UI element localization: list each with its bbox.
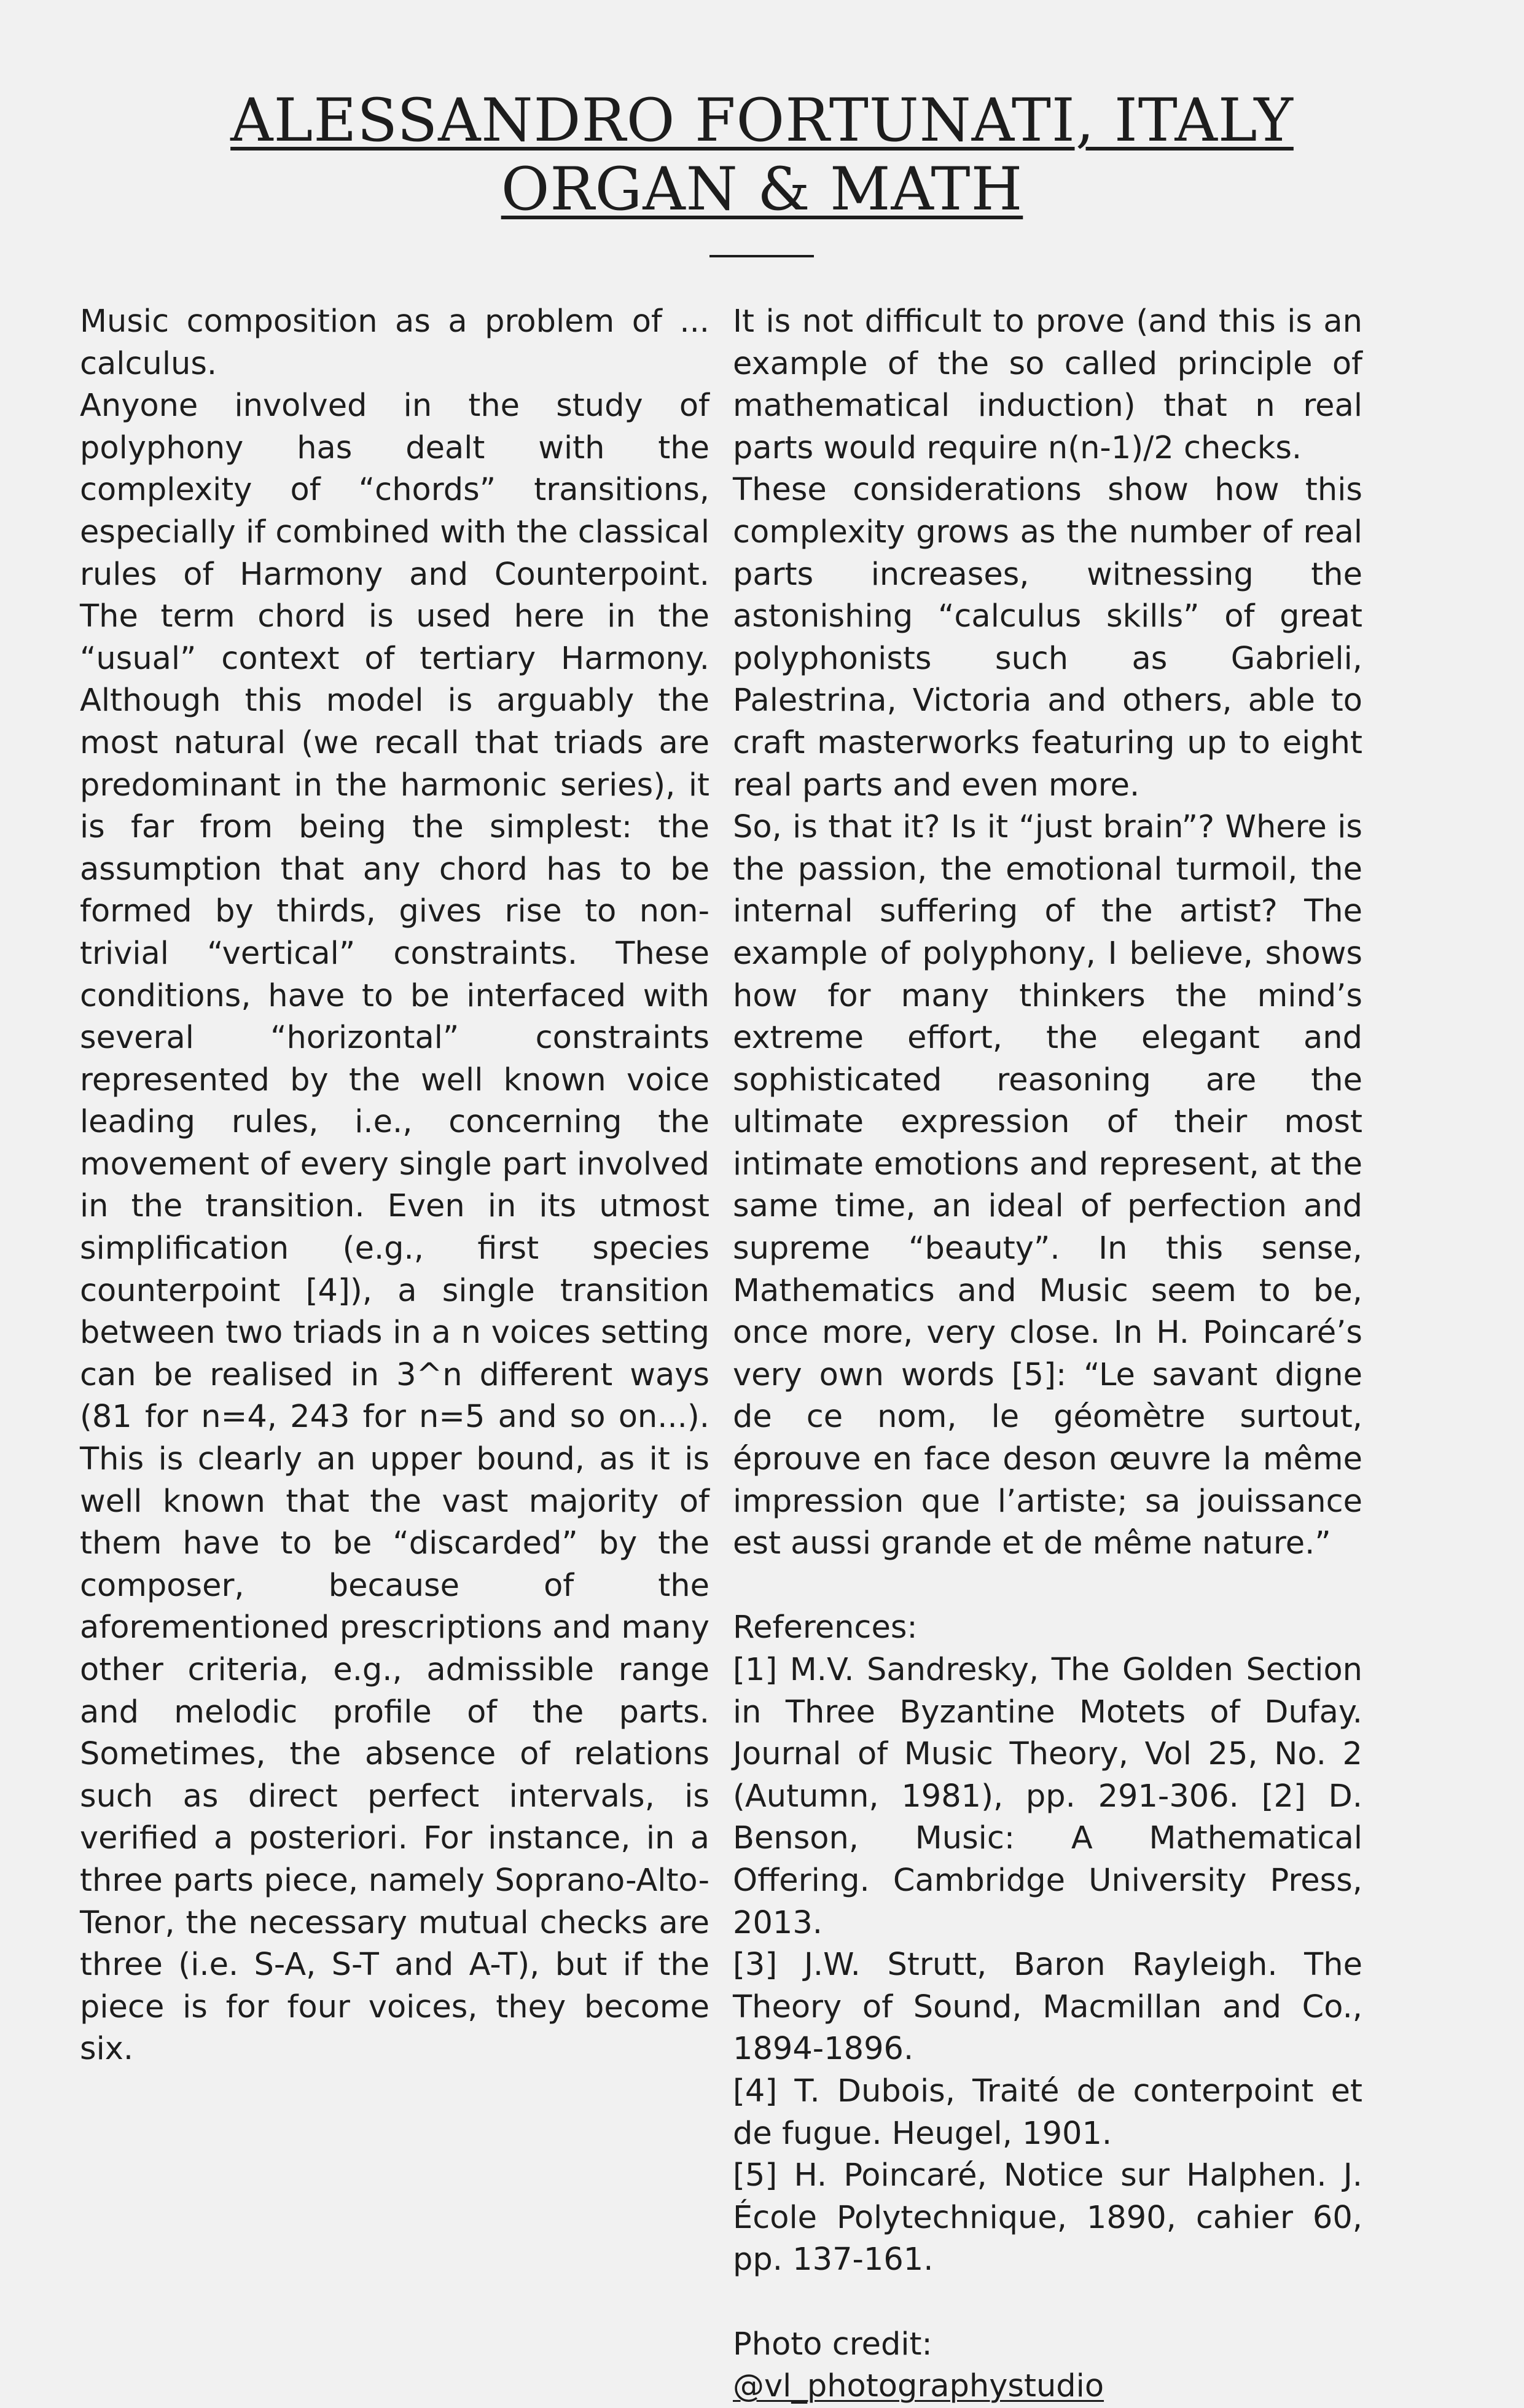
- title-line-1: [0, 86, 1524, 155]
- title-divider: [709, 255, 814, 257]
- left-column: [80, 301, 709, 2071]
- reference-item: [4] T. Dubois, Traité de conterpoint et de fugue. Heugel, 1901.: [733, 2073, 1362, 2152]
- right-paragraph-2: These considerations show how this complexity grows as the number of real parts increases, witnessing the astonishing “calculus skills” of great polyphonists such as Gabrieli, Palestrina, Victoria and others, able to craft masterworks featuring up to eight real parts and even more.: [733, 472, 1362, 803]
- reference-item: [3] J.W. Strutt, Baron Rayleigh. The Theory of Sound, Macmillan and Co., 1894-1896.: [733, 1947, 1362, 2068]
- reference-item: [5] H. Poincaré, Notice sur Halphen. J. École Polytechnique, 1890, cahier 60, pp. 137-161.: [733, 2157, 1362, 2278]
- left-paragraph-1: Music composition as a problem of ... calculus.: [80, 303, 709, 382]
- right-column: [733, 301, 1362, 2408]
- title-text-1: ALESSANDRO FORTUNATI, ITALY: [230, 86, 1294, 155]
- left-paragraph-2: Anyone involved in the study of polyphony has dealt with the complexity of “chords” transitions, especially if combined with the classical rules of Harmony and Counterpoint. The term chord is used here in the “usual” context of tertiary Harmony. Although this model is arguably the most natural (we recall that triads are predominant in the harmonic series), it is far from being the simplest: the assumption that any chord has to be formed by thirds, gives rise to non-trivial “vertical” constraints. These conditions, have to be interfaced with several “horizontal” constraints represented by the well known voice leading rules, i.e., concerning the movement of every single part involved in the transition. Even in its utmost simplification (e.g., first species counterpoint [4]), a single transition between two triads in a n voices setting can be realised in 3^n different ways (81 for n=4, 243 for n=5 and so on...). This is clearly an upper bound, as it is well known that the vast majority of them have to be “discarded” by the composer, because of the aforementioned prescriptions and many other criteria, e.g., admissible range and melodic profile of the parts. Sometimes, the absence of relations such as direct perfect intervals, is verified a posteriori. For instance, in a three parts piece, namely Soprano-Alto-Tenor, the necessary mutual checks are three (i.e. S-A, S-T and A-T), but if the piece is for four voices, they become six.: [80, 388, 709, 2068]
- title-line-2: [0, 155, 1524, 224]
- right-paragraph-1: It is not difficult to prove (and this is an example of the so called principle of mathematical induction) that n real parts would require n(n-1)/2 checks.: [733, 303, 1362, 466]
- photo-credit-link[interactable]: @vl_photographystudio: [733, 2368, 1104, 2405]
- spacer: [733, 2281, 1362, 2324]
- title-text-2: ORGAN & MATH: [501, 155, 1023, 224]
- page-title: [0, 86, 1524, 224]
- right-paragraph-3: So, is that it? Is it “just brain”? Where is the passion, the emotional turmoil, the internal suffering of the artist? The example of polyphony, I believe, shows how for many thinkers the mind’s extreme effort, the elegant and sophisticated reasoning are the ultimate expression of their most intimate emotions and represent, at the same time, an ideal of perfection and supreme “beauty”. In this sense, Mathematics and Music seem to be, once more, very close. In H. Poincaré’s very own words [5]: “Le savant digne de ce nom, le géomètre surtout, éprouve en face deson œuvre la même impression que l’artiste; sa jouissance est aussi grande et de même nature.”: [733, 809, 1362, 1562]
- reference-item: [1] M.V. Sandresky, The Golden Section in Three Byzantine Motets of Dufay. Journal of Music Theory, Vol 25, No. 2 (Autumn, 1981), pp. 291-306. [2] D. Benson, Music: A Mathematical Offering. Cambridge University Press, 2013.: [733, 1652, 1362, 1941]
- photo-credit-label: Photo credit:: [733, 2326, 932, 2363]
- references-heading: References:: [733, 1609, 918, 1646]
- spacer: [733, 1565, 1362, 1608]
